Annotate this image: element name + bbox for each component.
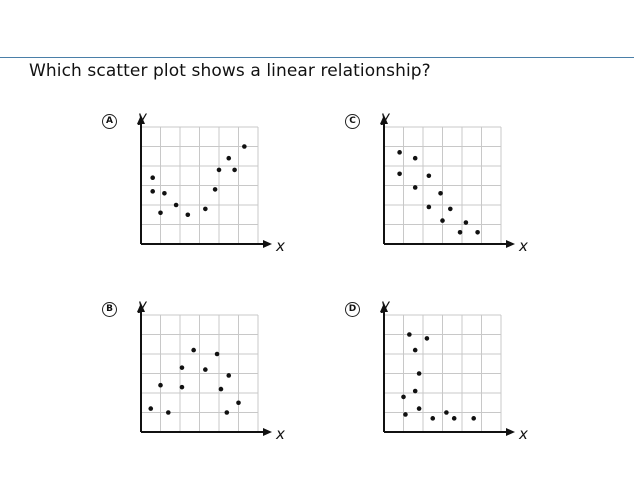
data-point — [425, 336, 430, 341]
data-point — [213, 187, 218, 192]
data-point — [427, 173, 432, 178]
option-d[interactable] — [345, 294, 545, 454]
y-axis-label: y — [138, 296, 147, 314]
data-point — [203, 367, 208, 372]
data-point — [403, 412, 408, 417]
y-axis-label: y — [381, 108, 390, 126]
data-point — [166, 410, 171, 415]
option-a-radio[interactable]: A — [102, 114, 117, 129]
data-point — [430, 416, 435, 421]
data-point — [397, 150, 402, 155]
data-point — [226, 156, 231, 161]
data-point — [475, 230, 480, 235]
data-point — [413, 389, 418, 394]
data-point — [242, 144, 247, 149]
data-point — [219, 387, 224, 392]
data-point — [471, 416, 476, 421]
data-point — [162, 191, 167, 196]
data-point — [215, 352, 220, 357]
data-point — [427, 205, 432, 210]
data-point — [150, 189, 155, 194]
data-point — [191, 348, 196, 353]
option-c[interactable] — [345, 106, 545, 266]
data-point — [174, 203, 179, 208]
x-axis-arrow — [506, 240, 515, 248]
data-point — [225, 410, 230, 415]
data-point — [401, 395, 406, 400]
x-axis-label: x — [276, 425, 285, 443]
x-axis-label: x — [519, 237, 528, 255]
y-axis-label: y — [381, 296, 390, 314]
data-point — [417, 371, 422, 376]
data-point — [458, 230, 463, 235]
option-d-radio[interactable]: D — [345, 302, 360, 317]
option-c-radio[interactable]: C — [345, 114, 360, 129]
data-point — [452, 416, 457, 421]
data-point — [158, 211, 163, 216]
x-axis-arrow — [506, 428, 515, 436]
data-point — [158, 383, 163, 388]
y-axis-label: y — [138, 108, 147, 126]
data-point — [226, 373, 231, 378]
data-point — [407, 332, 412, 337]
header-divider — [0, 57, 634, 58]
data-point — [397, 172, 402, 177]
scatter-plot-d — [373, 294, 528, 444]
data-point — [413, 185, 418, 190]
data-point — [440, 218, 445, 223]
data-point — [236, 400, 241, 405]
x-axis-label: x — [519, 425, 528, 443]
data-point — [417, 406, 422, 411]
scatter-plot-b — [130, 294, 285, 444]
option-a[interactable] — [102, 106, 302, 266]
data-point — [413, 348, 418, 353]
option-b[interactable] — [102, 294, 302, 454]
data-point — [186, 212, 191, 217]
data-point — [464, 220, 469, 225]
data-point — [232, 168, 237, 173]
scatter-plot-c — [373, 106, 528, 256]
data-point — [217, 168, 222, 173]
scatter-plot-a — [130, 106, 285, 256]
data-point — [203, 207, 208, 212]
data-point — [438, 191, 443, 196]
data-point — [150, 175, 155, 180]
option-b-radio[interactable]: B — [102, 302, 117, 317]
data-point — [413, 156, 418, 161]
x-axis-arrow — [263, 428, 272, 436]
x-axis-label: x — [276, 237, 285, 255]
question-text: Which scatter plot shows a linear relationship? — [29, 61, 431, 81]
data-point — [448, 207, 453, 212]
data-point — [148, 406, 153, 411]
data-point — [444, 410, 449, 415]
data-point — [180, 365, 185, 370]
data-point — [180, 385, 185, 390]
x-axis-arrow — [263, 240, 272, 248]
